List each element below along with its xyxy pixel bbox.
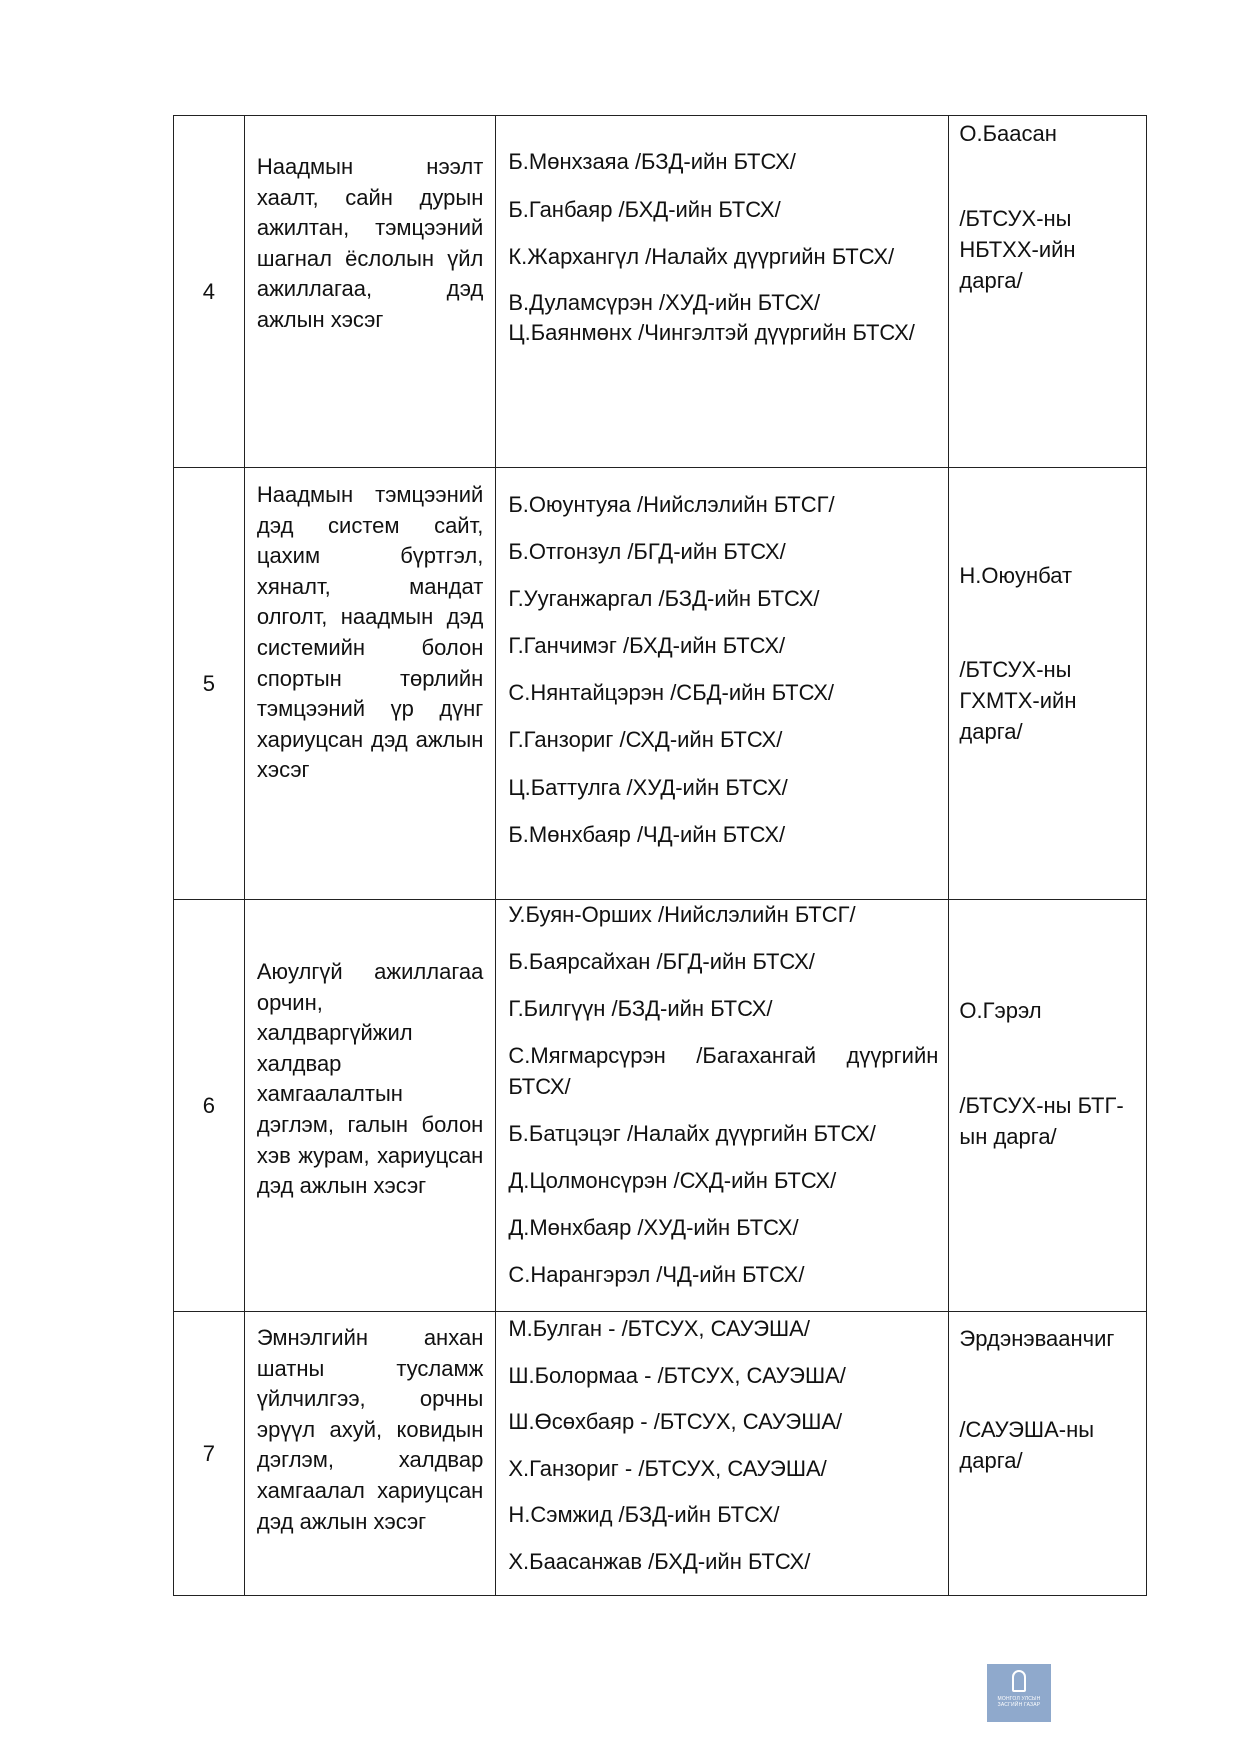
lead-title: /БТСУХ-ны ГХМТХ-ийн дарга/ bbox=[959, 657, 1077, 744]
task-description: Эмнэлгийн анхан шатны тусламж үйлчилгээ, орчны эрүүл ахуй, ковидын дэглэм, халдвар хамгаалал хариуцсан дэд ажлын хэсэг bbox=[256, 1325, 484, 1534]
lead-cell bbox=[949, 1312, 1146, 1595]
members-cell bbox=[496, 468, 949, 899]
lead-name: Н.Оюунбат bbox=[959, 563, 1073, 588]
member-name: С.Нарангэрэл /ЧД-ийн БТСХ/ bbox=[508, 1262, 805, 1288]
member-name: Д.Мөнхбаяр /ХУД-ийн БТСХ/ bbox=[508, 1215, 799, 1241]
member-name: Б.Ганбаяр /БХД-ийн БТСХ/ bbox=[508, 196, 781, 222]
lead-name: О.Баасан bbox=[959, 121, 1057, 146]
member-name: Н.Сэмжид /БЗД-ийн БТСХ/ bbox=[508, 1502, 780, 1528]
emblem-line: ЗАСГИЙН ГАЗАР bbox=[997, 1702, 1041, 1708]
member-name: Б.Баярсайхан /БГД-ийн БТСХ/ bbox=[508, 949, 815, 975]
lead-cell bbox=[949, 900, 1146, 1311]
member-name: Г.Ганзориг /СХД-ийн БТСХ/ bbox=[508, 727, 783, 753]
task-cell bbox=[245, 1312, 497, 1595]
members-cell bbox=[496, 1312, 949, 1595]
members-cell bbox=[496, 900, 949, 1311]
lead-name: Эрдэнэваанчиг bbox=[959, 1326, 1115, 1351]
member-name: Б.Батцэцэг /Налайх дүүргийн БТСХ/ bbox=[508, 1120, 876, 1146]
member-name: Б.Мөнхбаяр /ЧД-ийн БТСХ/ bbox=[508, 821, 786, 847]
member-name: Г.Ууганжаргал /БЗД-ийн БТСХ/ bbox=[508, 586, 820, 612]
lead-cell bbox=[949, 468, 1146, 899]
table-row bbox=[174, 116, 1146, 468]
member-name: Г.Билгүүн /БЗД-ийн БТСХ/ bbox=[508, 996, 773, 1022]
lead-title: /БТСУХ-ны БТГ-ын дарга/ bbox=[959, 1093, 1124, 1149]
lead-title: /САУЭША-ны дарга/ bbox=[959, 1417, 1095, 1473]
lead-cell bbox=[949, 116, 1146, 467]
row-number: 4 bbox=[174, 116, 245, 467]
table-row bbox=[174, 900, 1146, 1312]
lead-name: О.Гэрэл bbox=[959, 998, 1042, 1023]
member-name: Д.Цолмонсүрэн /СХД-ийн БТСХ/ bbox=[508, 1168, 837, 1194]
member-name: Ш.Өсөхбаяр - /БТСУХ, САУЭША/ bbox=[508, 1409, 843, 1435]
member-name: В.Дуламсүрэн /ХУД-ийн БТСХ/ bbox=[508, 289, 821, 315]
assignment-table bbox=[173, 115, 1147, 1596]
task-description: Наадмын нээлт хаалт, сайн дурын ажилтан, тэмцээний шагнал ёслолын үйл ажиллагаа, дэд ажлын хэсэг bbox=[256, 154, 484, 332]
member-name: Г.Ганчимэг /БХД-ийн БТСХ/ bbox=[508, 633, 786, 659]
member-name: С.Нянтайцэрэн /СБД-ийн БТСХ/ bbox=[508, 680, 835, 706]
member-name: Х.Ганзориг - /БТСУХ, САУЭША/ bbox=[508, 1455, 827, 1481]
row-number: 5 bbox=[174, 468, 245, 899]
member-name: Б.Отгонзул /БГД-ийн БТСХ/ bbox=[508, 539, 786, 565]
government-emblem bbox=[987, 1664, 1051, 1722]
member-name: Б.Мөнхзаяа /БЗД-ийн БТСХ/ bbox=[508, 149, 796, 174]
member-name: Ш.Болормаа - /БТСУХ, САУЭША/ bbox=[508, 1362, 846, 1388]
member-name: У.Буян-Орших /Нийслэлийн БТСГ/ bbox=[508, 902, 856, 927]
soyombo-icon bbox=[1012, 1670, 1026, 1692]
member-name: М.Булган - /БТСУХ, САУЭША/ bbox=[508, 1316, 810, 1341]
lead-title: /БТСУХ-ны НБТХХ-ийн дарга/ bbox=[959, 206, 1076, 293]
task-cell bbox=[245, 468, 497, 899]
member-name: С.Мягмарсүрэн /Багахангай дүүргийн БТСХ/ bbox=[508, 1043, 939, 1099]
task-cell bbox=[245, 116, 497, 467]
emblem-caption bbox=[998, 1696, 1041, 1708]
member-name: Ц.Баттулга /ХУД-ийн БТСХ/ bbox=[508, 774, 788, 800]
member-name: К.Жархангүл /Налайх дүүргийн БТСХ/ bbox=[508, 244, 895, 270]
member-name: Б.Оюунтуяа /Нийслэлийн БТСГ/ bbox=[508, 492, 835, 517]
member-name: Ц.Баянмөнх /Чингэлтэй дүүргийн БТСХ/ bbox=[508, 320, 915, 346]
row-number: 6 bbox=[174, 900, 245, 1311]
table-row bbox=[174, 1312, 1146, 1595]
task-cell bbox=[245, 900, 497, 1311]
task-description: Наадмын тэмцээний дэд систем сайт, цахим бүртгэл, хяналт, мандат олголт, наадмын дэд системийн болон спортын төрлийн тэмцээний үр дүнг хариуцсан дэд ажлын хэсэг bbox=[256, 482, 484, 783]
member-name: Х.Баасанжав /БХД-ийн БТСХ/ bbox=[508, 1548, 811, 1574]
row-number: 7 bbox=[174, 1312, 245, 1595]
emblem-line: МОНГОЛ УЛСЫН bbox=[997, 1696, 1041, 1702]
members-cell bbox=[496, 116, 949, 467]
task-description: Аюулгүй ажиллагаа орчин, халдваргүйжил халдвар хамгаалалтын дэглэм, галын болон хэв журам, хариуцсан дэд ажлын хэсэг bbox=[256, 959, 484, 1199]
table-row bbox=[174, 468, 1146, 900]
